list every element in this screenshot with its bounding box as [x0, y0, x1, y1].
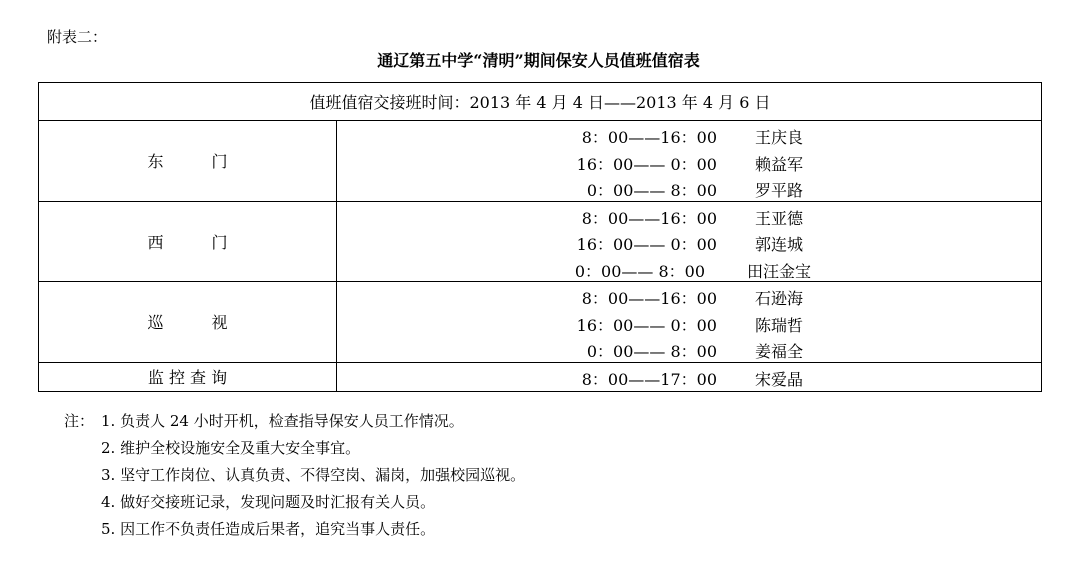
shifts-cell [337, 282, 1042, 363]
shift-time: 8：00——16：00 [581, 289, 717, 308]
post-name: 巡 视 [147, 313, 228, 333]
note-item [64, 516, 525, 543]
attachment-label: 附表二： [47, 28, 108, 46]
shift-person: 田汪金宝 [747, 261, 812, 281]
shift-row [337, 121, 1041, 148]
table-row [39, 201, 1042, 282]
shift-row [337, 148, 1041, 175]
note-item [64, 489, 525, 516]
post-cell [39, 282, 337, 363]
shift-row [337, 335, 1041, 362]
note-text: 3. 坚守工作岗位、认真负责、不得空岗、漏岗，加强校园巡视。 [101, 466, 526, 484]
shift-time: 8：00——17：00 [581, 369, 717, 389]
shift-person: 宋爱晶 [755, 369, 804, 389]
shift-row [337, 282, 1041, 309]
shift-row [337, 174, 1041, 201]
shift-time: 8：00——16：00 [581, 208, 717, 228]
post-cell [39, 201, 337, 282]
shift-time: 0：00—— 8：00 [574, 261, 705, 281]
note-item [64, 435, 525, 462]
shifts-cell [337, 201, 1042, 282]
shift-row [337, 309, 1041, 336]
post-cell [39, 362, 337, 391]
note-item [64, 408, 525, 435]
shift-time: 16：00—— 0：00 [576, 235, 717, 254]
note-text: 2. 维护全校设施安全及重大安全事宜。 [101, 439, 361, 457]
shift-person: 罗平路 [755, 181, 804, 200]
shift-person: 石逊海 [755, 289, 804, 308]
handover-time-header: 值班值宿交接班时间：2013 年 4 月 4 日——2013 年 4 月 6 日 [39, 83, 1042, 121]
notes-section [64, 408, 525, 543]
shift-person: 赖益军 [755, 154, 804, 174]
table-header-row [39, 83, 1042, 121]
shifts-cell [337, 121, 1042, 202]
shift-row [337, 255, 1041, 282]
post-name: 东 门 [147, 152, 228, 172]
table-row [39, 362, 1042, 391]
shift-person: 姜福全 [755, 342, 804, 361]
note-item [64, 462, 525, 489]
page-title: 通辽第五中学“清明”期间保安人员值班值宿表 [377, 51, 700, 70]
shift-person: 王庆良 [755, 128, 804, 147]
shift-person: 郭连城 [755, 235, 804, 254]
note-text: 1. 负责人 24 小时开机，检查指导保安人员工作情况。 [101, 412, 464, 430]
note-text: 4. 做好交接班记录，发现问题及时汇报有关人员。 [101, 493, 436, 511]
shift-person: 陈瑞哲 [755, 315, 804, 335]
shift-person: 王亚德 [755, 208, 804, 228]
shift-time: 0：00—— 8：00 [586, 181, 717, 200]
shift-time: 16：00—— 0：00 [576, 154, 717, 174]
post-name: 西 门 [147, 232, 228, 252]
shift-time: 8：00——16：00 [581, 128, 717, 147]
note-text: 5. 因工作不负责任造成后果者，追究当事人责任。 [101, 520, 436, 538]
table-row [39, 121, 1042, 202]
post-name: 监 控 查 询 [147, 368, 228, 387]
notes-prefix: 注： [64, 412, 95, 430]
shift-row [337, 228, 1041, 255]
table-row [39, 282, 1042, 363]
shift-row [337, 202, 1041, 229]
duty-table [38, 82, 1042, 392]
shift-time: 0：00—— 8：00 [586, 342, 717, 361]
post-cell [39, 121, 337, 202]
shift-row [337, 363, 1041, 391]
shift-time: 16：00—— 0：00 [576, 315, 717, 335]
shifts-cell [337, 362, 1042, 391]
